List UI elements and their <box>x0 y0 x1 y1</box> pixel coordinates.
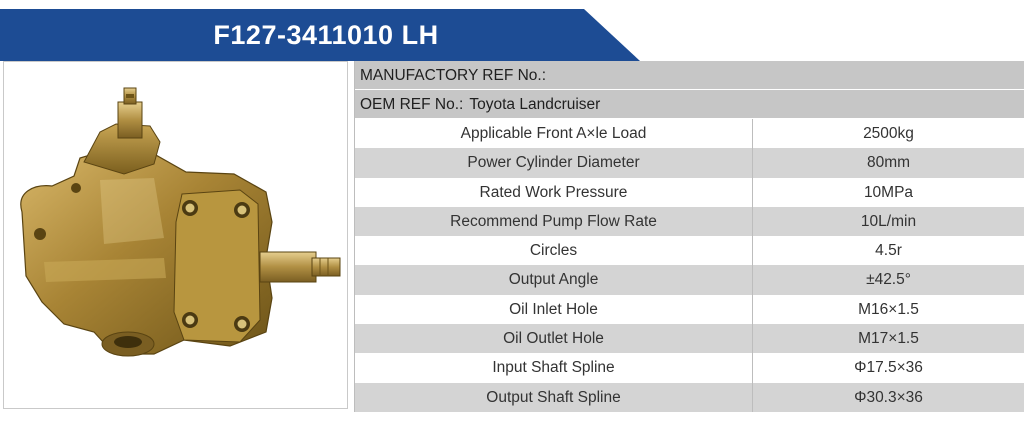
table-row <box>355 265 1024 294</box>
spec-label: Power Cylinder Diameter <box>355 148 753 177</box>
spec-value: Φ30.3×36 <box>854 388 923 406</box>
spec-value: M16×1.5 <box>858 300 919 318</box>
spec-table <box>354 61 1024 412</box>
spec-label: Circles <box>355 236 753 265</box>
table-row <box>355 353 1024 382</box>
spec-label: Rated Work Pressure <box>355 178 753 207</box>
table-row <box>355 178 1024 207</box>
spec-label: Output Angle <box>355 265 753 294</box>
spec-value: 10L/min <box>860 212 917 230</box>
oem-ref-row <box>355 90 1024 119</box>
spec-value: 80mm <box>866 154 911 172</box>
table-row <box>355 148 1024 177</box>
table-row <box>355 207 1024 236</box>
spec-value: 2500kg <box>863 125 914 142</box>
spec-value: Φ17.5×36 <box>854 359 923 377</box>
spec-value: M17×1.5 <box>858 330 919 348</box>
table-row <box>355 236 1024 265</box>
steering-gear-image <box>4 62 347 408</box>
spec-label: Applicable Front A×le Load <box>355 119 753 148</box>
spec-value: ±42.5° <box>866 271 911 289</box>
table-row <box>355 383 1024 412</box>
product-image-panel <box>3 61 348 409</box>
manufactory-ref-label: MANUFACTORY REF No.: <box>360 67 547 84</box>
table-row <box>355 324 1024 353</box>
page-title: F127-3411010 LH <box>213 20 439 50</box>
table-row <box>355 119 1024 148</box>
spec-label: Oil Outlet Hole <box>355 324 753 353</box>
oem-ref-label: OEM REF No.: <box>360 96 464 113</box>
spec-label: Output Shaft Spline <box>355 383 753 412</box>
spec-label: Recommend Pump Flow Rate <box>355 207 753 236</box>
spec-label: Oil Inlet Hole <box>355 295 753 324</box>
manufactory-ref-row <box>355 61 1024 90</box>
title-banner <box>0 9 640 61</box>
oem-ref-value: Toyota Landcruiser <box>469 96 601 113</box>
table-row <box>355 295 1024 324</box>
spec-value: 10MPa <box>863 183 914 201</box>
spec-label: Input Shaft Spline <box>355 353 753 382</box>
spec-value: 4.5r <box>875 242 902 260</box>
